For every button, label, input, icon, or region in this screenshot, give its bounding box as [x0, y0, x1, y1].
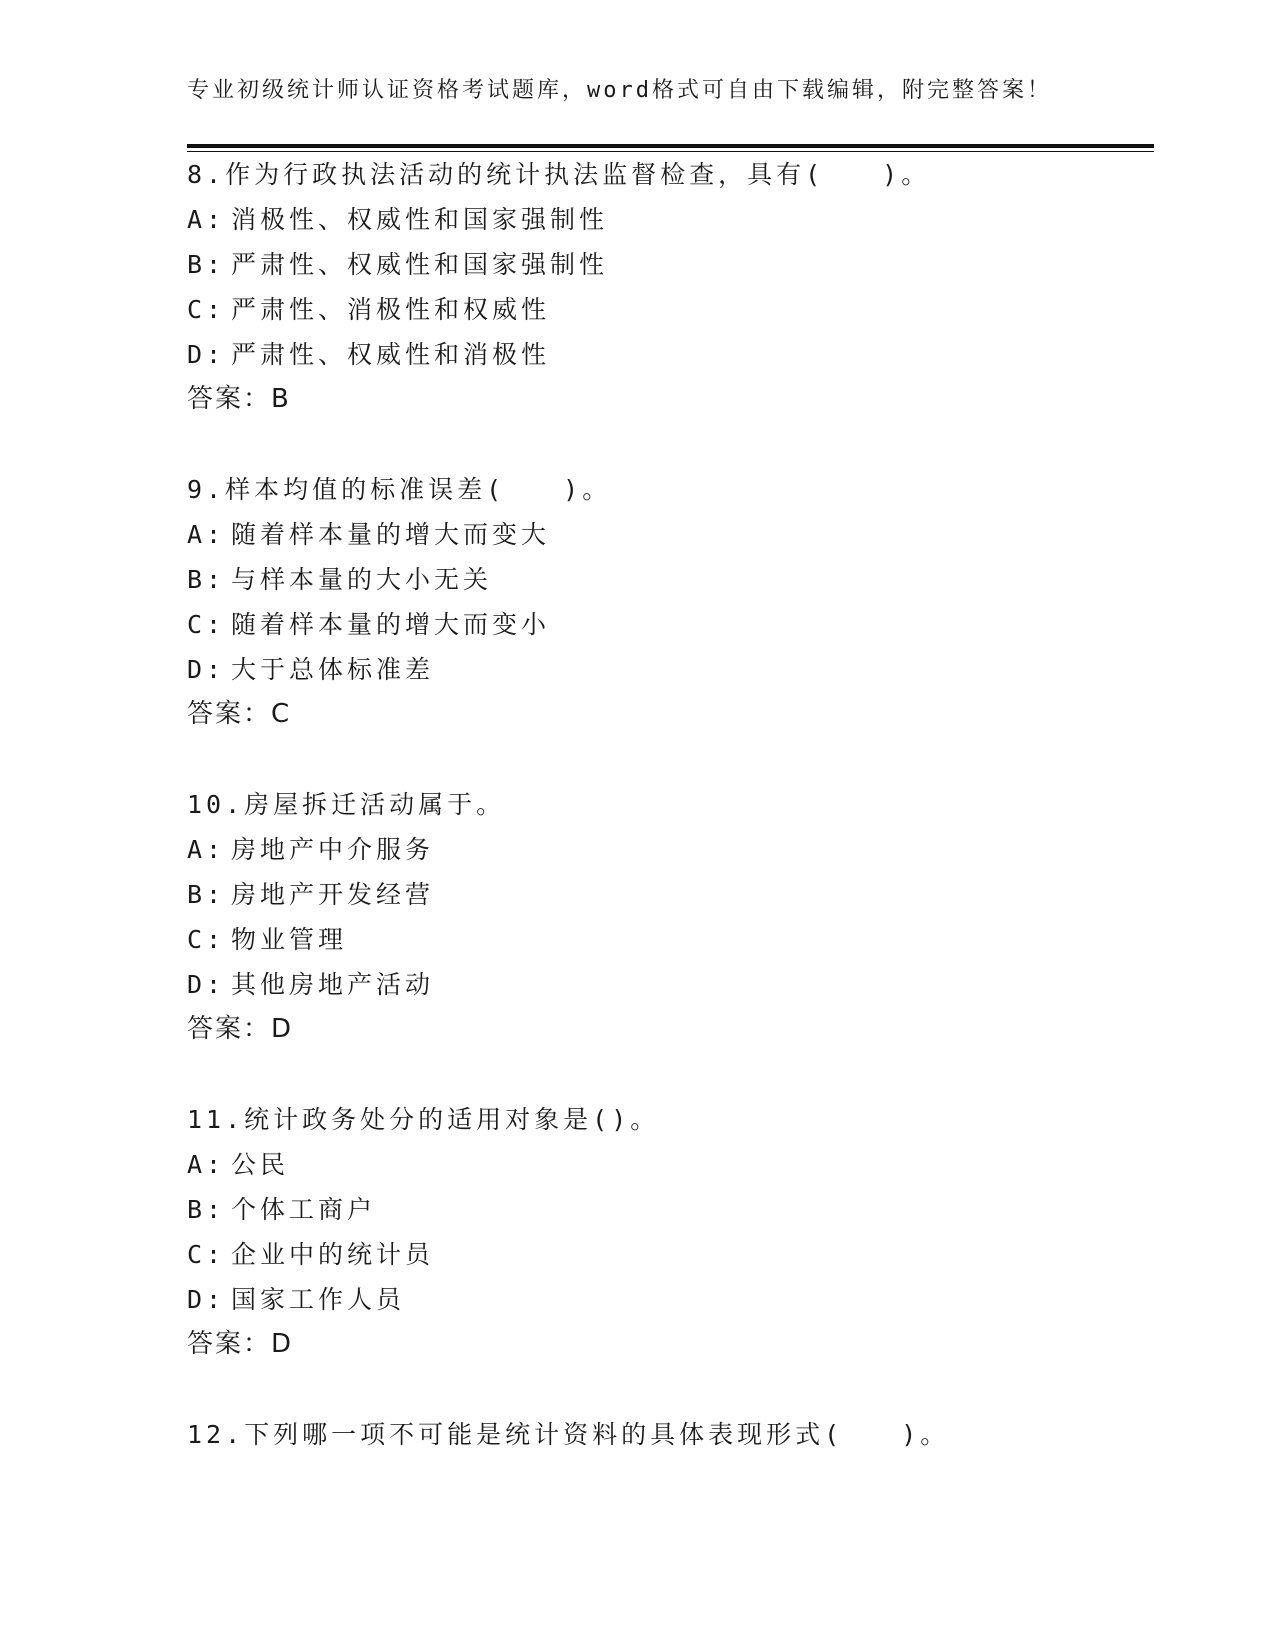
option-a — [187, 512, 611, 557]
option-text: 企业中的统计员 — [231, 1240, 435, 1269]
question-stem: 9.样本均值的标准误差( )。 — [187, 475, 612, 504]
option-letter: C: — [187, 295, 226, 324]
option-letter: B: — [187, 250, 226, 279]
option-letter: A: — [187, 835, 226, 864]
option-c — [187, 1232, 659, 1277]
question-stem: 8.作为行政执法活动的统计执法监督检查，具有( )。 — [187, 160, 931, 189]
option-text: 消极性、权威性和国家强制性 — [231, 205, 609, 234]
option-text: 个体工商户 — [231, 1195, 377, 1224]
option-letter: D: — [187, 340, 226, 369]
option-a — [187, 827, 505, 872]
option-text: 严肃性、权威性和消极性 — [231, 340, 551, 369]
option-letter: C: — [187, 610, 226, 639]
option-text: 随着样本量的增大而变大 — [231, 520, 551, 549]
option-text: 严肃性、消极性和权威性 — [231, 295, 551, 324]
question-11 — [187, 1097, 659, 1367]
answer-label: 答案：D — [187, 1014, 294, 1044]
option-c — [187, 917, 505, 962]
option-b — [187, 242, 930, 287]
option-text: 大于总体标准差 — [231, 655, 435, 684]
question-stem: 10.房屋拆迁活动属于。 — [187, 790, 506, 819]
option-text: 房地产开发经营 — [231, 880, 435, 909]
option-letter: B: — [187, 565, 226, 594]
option-text: 随着样本量的增大而变小 — [231, 610, 551, 639]
option-c — [187, 602, 611, 647]
option-text: 国家工作人员 — [231, 1285, 406, 1314]
header-rule-thick — [187, 144, 1154, 148]
option-letter: C: — [187, 1240, 226, 1269]
page-header: 专业初级统计师认证资格考试题库，word格式可自由下载编辑，附完整答案！ — [187, 78, 1052, 103]
option-letter: D: — [187, 1285, 226, 1314]
option-d — [187, 962, 505, 1007]
question-12 — [187, 1412, 949, 1457]
answer-label: 答案：C — [187, 699, 292, 729]
option-d — [187, 647, 611, 692]
option-d — [187, 332, 930, 377]
option-a — [187, 197, 930, 242]
option-letter: A: — [187, 205, 226, 234]
option-text: 公民 — [231, 1150, 290, 1179]
question-10 — [187, 782, 505, 1052]
option-b — [187, 1187, 659, 1232]
option-letter: B: — [187, 1195, 226, 1224]
option-text: 与样本量的大小无关 — [231, 565, 493, 594]
option-text: 严肃性、权威性和国家强制性 — [231, 250, 609, 279]
option-c — [187, 287, 930, 332]
option-letter: D: — [187, 655, 226, 684]
question-stem: 11.统计政务处分的适用对象是()。 — [187, 1105, 660, 1134]
option-letter: A: — [187, 1150, 226, 1179]
option-text: 物业管理 — [231, 925, 348, 954]
option-letter: B: — [187, 880, 226, 909]
option-letter: C: — [187, 925, 226, 954]
option-text: 其他房地产活动 — [231, 970, 435, 999]
question-9 — [187, 467, 611, 737]
option-a — [187, 1142, 659, 1187]
answer-label: 答案：D — [187, 1329, 294, 1359]
option-d — [187, 1277, 659, 1322]
option-b — [187, 872, 505, 917]
option-letter: D: — [187, 970, 226, 999]
option-letter: A: — [187, 520, 226, 549]
question-stem: 12.下列哪一项不可能是统计资料的具体表现形式( )。 — [187, 1420, 950, 1449]
answer-label: 答案：B — [187, 384, 291, 414]
option-b — [187, 557, 611, 602]
option-text: 房地产中介服务 — [231, 835, 435, 864]
question-8 — [187, 152, 930, 422]
